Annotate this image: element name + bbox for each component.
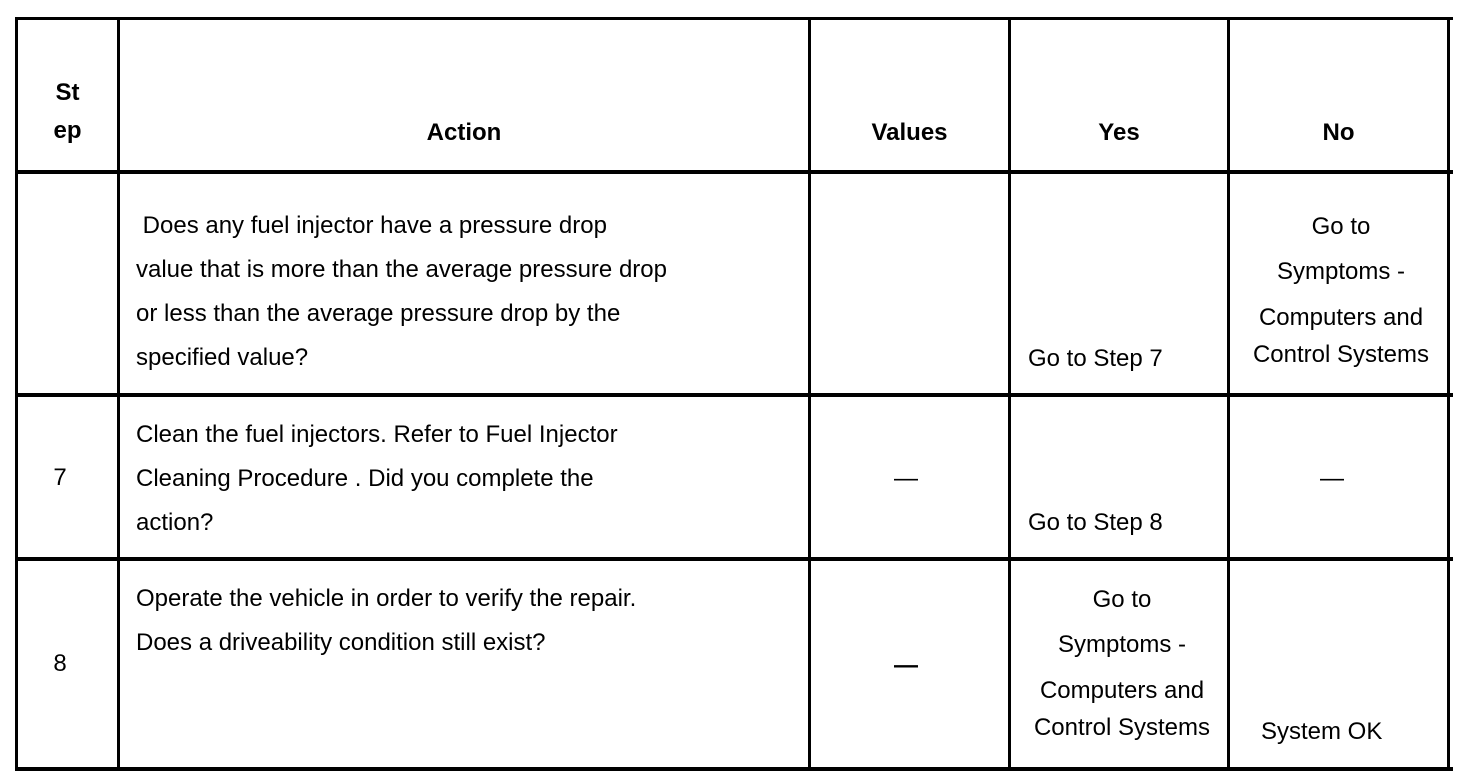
- yes-line: Computers and: [1039, 677, 1205, 704]
- row1-yes: Go to Step 7: [1028, 345, 1163, 372]
- action-line: Does any fuel injector have a pressure drop: [136, 212, 607, 239]
- row-divider: [15, 393, 1453, 397]
- row3-no: System OK: [1261, 718, 1383, 745]
- row3-yes: [1011, 577, 1233, 742]
- header-divider: [15, 170, 1453, 174]
- row2-no: —: [1320, 465, 1344, 492]
- no-line: Control Systems: [1252, 341, 1430, 368]
- yes-line: Go to: [1092, 586, 1152, 613]
- yes-line: Symptoms -: [1057, 631, 1186, 658]
- no-line: Computers and: [1258, 304, 1424, 331]
- header-step-line2: ep: [53, 117, 82, 144]
- action-line: specified value?: [136, 344, 309, 371]
- header-action: Action: [426, 119, 502, 146]
- row2-yes: Go to Step 8: [1028, 509, 1163, 536]
- no-line: Symptoms -: [1276, 258, 1405, 285]
- action-line: Operate the vehicle in order to verify the repair.: [136, 585, 637, 612]
- row1-action: [136, 204, 806, 380]
- row3-action: [136, 577, 806, 665]
- table-border-right: [1447, 17, 1450, 771]
- no-line: Go to: [1311, 213, 1371, 240]
- row1-no: [1230, 204, 1452, 369]
- action-line: value that is more than the average pressure drop: [136, 256, 667, 283]
- row2-values: —: [894, 465, 918, 492]
- row2-step: 7: [53, 464, 67, 491]
- header-no: No: [1322, 119, 1355, 146]
- header-values: Values: [871, 119, 948, 146]
- action-line: action?: [136, 509, 214, 536]
- table-border-top: [15, 17, 1453, 20]
- yes-line: Control Systems: [1033, 714, 1211, 741]
- row3-step: 8: [53, 650, 67, 677]
- action-line: Cleaning Procedure . Did you complete the: [136, 465, 594, 492]
- row3-values: —: [894, 652, 918, 679]
- action-line: Clean the fuel injectors. Refer to Fuel Injector: [136, 421, 618, 448]
- row-divider: [15, 557, 1453, 561]
- action-line: Does a driveability condition still exist?: [136, 629, 546, 656]
- header-step-line1: St: [55, 79, 80, 106]
- action-line: or less than the average pressure drop by the: [136, 300, 621, 327]
- header-yes: Yes: [1098, 119, 1140, 146]
- row2-action: [136, 413, 806, 545]
- table-border-bottom: [15, 767, 1453, 771]
- header-step: [18, 74, 117, 150]
